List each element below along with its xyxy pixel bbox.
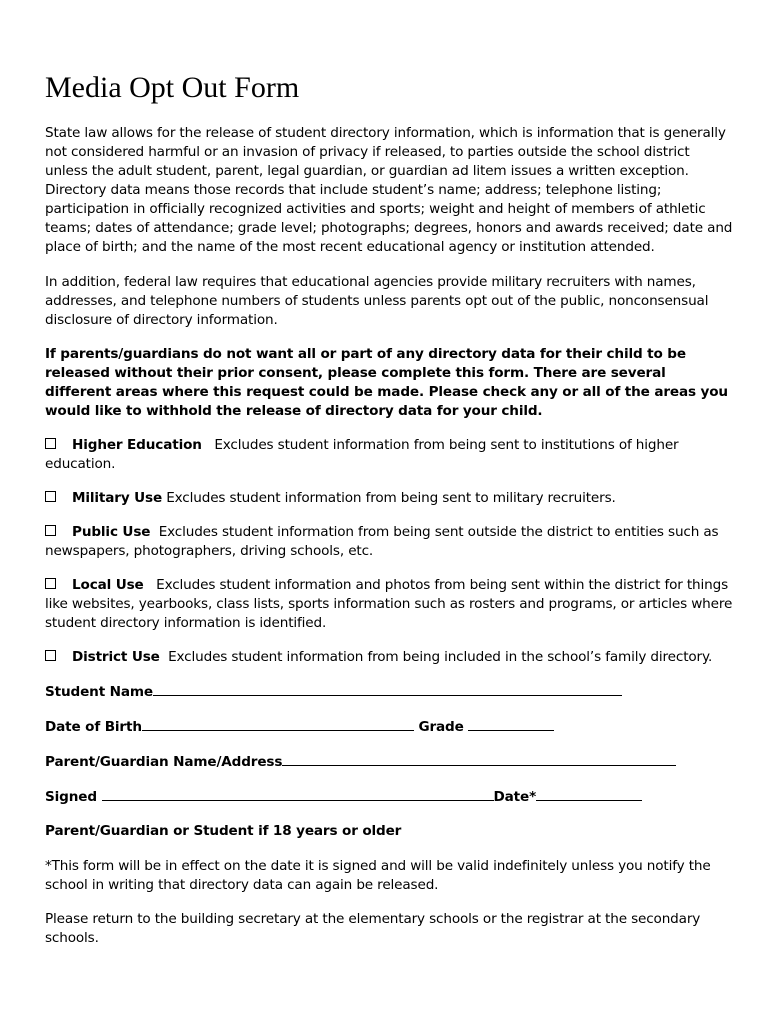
student-name-input[interactable] [153,682,622,696]
signer-note: Parent/Guardian or Student if 18 years or older [45,823,402,839]
signature-row [45,787,735,807]
date-label: Date* [493,789,537,805]
option-label: Public Use [72,524,151,540]
parent-guardian-row [45,752,735,772]
federal-law-paragraph: In addition, federal law requires that educational agencies provide military recruiters with names, addresses, and telephone numbers of students unless parents opt out of the public, nonconsensual disclosure of directory information. [45,274,709,328]
parent-guardian-label: Parent/Guardian Name/Address [45,754,283,770]
option-label: District Use [72,649,160,665]
state-law-paragraph: State law allows for the release of student directory information, which is information that is generally not considered harmful or an invasion of privacy if released, to parties outside the school district unless the adult student, parent, legal guardian, or guardian ad litem issues a written exception. Directory data means those records that include student’s name; address; telephone listing; participation in officially recognized activities and sports; weight and height of members of athletic teams; dates of attendance; grade level; photographs; degrees, honors and awards received; date and place of birth; and the name of the most recent educational agency or institution attended. [45,125,733,255]
higher-education-checkbox[interactable] [45,438,56,449]
student-name-row [45,682,735,702]
option-description: Excludes student information from being sent to military recruiters. [166,490,616,506]
signature-input[interactable] [102,787,494,801]
option-label: Higher Education [72,437,202,453]
option-description: Excludes student information from being sent to institutions of higher education. [45,437,679,472]
date-input[interactable] [536,787,642,801]
student-name-label: Student Name [45,684,153,700]
option-description: Excludes student information from being included in the school’s family directory. [168,649,713,665]
option-local-use [45,576,735,633]
public-use-checkbox[interactable] [45,525,56,536]
footnote: *This form will be in effect on the date it is signed and will be valid indefinitely unless you notify the school in writing that directory data can again be released. [45,858,711,893]
instructions-paragraph: If parents/guardians do not want all or part of any directory data for their child to be released without their prior consent, please complete this form. There are several different areas where this request could be made. Please check any or all of the areas you would like to withhold the release of directory data for your child. [45,346,728,419]
option-label: Military Use [72,490,163,506]
parent-guardian-input[interactable] [282,752,676,766]
return-instructions: Please return to the building secretary at the elementary schools or the registrar at the secondary schools. [45,911,701,946]
option-description: Excludes student information from being sent outside the district to entities such as newspapers, photographers, driving schools, etc. [45,524,719,559]
local-use-checkbox[interactable] [45,578,56,589]
military-use-checkbox[interactable] [45,491,56,502]
date-of-birth-input[interactable] [142,717,414,731]
option-higher-education [45,436,735,474]
dob-grade-row [45,717,735,737]
option-district-use [45,648,735,667]
page-title: Media Opt Out Form [45,71,300,104]
option-description: Excludes student information and photos from being sent within the district for things like websites, yearbooks, class lists, sports information such as rosters and programs, or articles where student directory information is identified. [45,577,733,631]
district-use-checkbox[interactable] [45,650,56,661]
grade-label: Grade [418,719,464,735]
signed-label: Signed [45,789,97,805]
option-public-use [45,523,735,561]
grade-input[interactable] [468,717,554,731]
option-label: Local Use [72,577,144,593]
form-page [45,62,735,948]
date-of-birth-label: Date of Birth [45,719,142,735]
option-military-use [45,489,735,508]
